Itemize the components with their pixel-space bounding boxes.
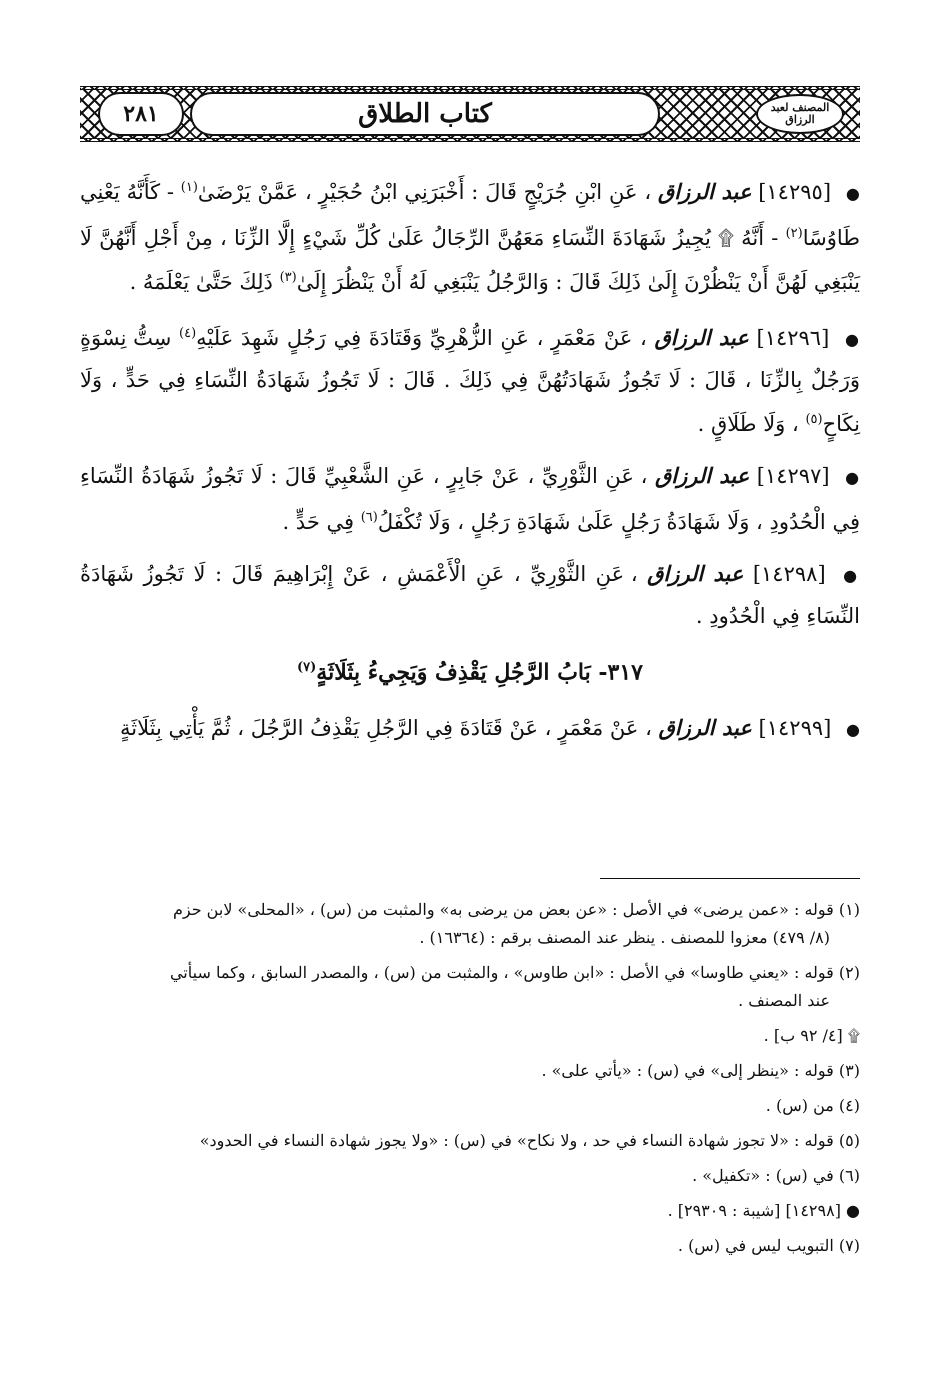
- main-text: [80, 168, 860, 762]
- bullet-icon: ●: [845, 184, 860, 203]
- footnote: [80, 896, 860, 952]
- hadith-text: ، عَنْ مَعْمَرٍ ، عَنْ قَتَادَةَ فِي الرَّجُلِ يَقْذِفُ الرَّجُلَ ، ثُمَّ يَأْتِي بِثَلَاثَةٍ: [120, 716, 652, 741]
- hadith-number: [١٤٢٩٥]: [758, 180, 832, 204]
- chapter-heading: [80, 648, 860, 692]
- bullet-icon: ●: [846, 720, 860, 740]
- hadith-paragraph: [80, 168, 860, 302]
- footnotes: [80, 896, 860, 1267]
- hadith-source: عبد الرزاق: [654, 325, 749, 350]
- footnote: [80, 1057, 860, 1085]
- footnote: [80, 1127, 860, 1155]
- hadith-text: ذَلِكَ حَتَّىٰ يَعْلَمَهُ .: [129, 270, 273, 294]
- footnote-divider: [600, 878, 860, 879]
- footnote-text: ● [١٤٢٩٨] [شيبة : ٢٩٣٠٩] .: [667, 1201, 860, 1220]
- footnote-text: (٨/ ٤٧٩) معزوا للمصنف . ينظر عند المصنف برقم : (١٦٣٦٤) .: [419, 928, 830, 947]
- footnote-ref: (٣): [279, 270, 297, 285]
- hadith-text: - كَأَنَّهُ يَعْنِي طَاوُسًا: [80, 180, 860, 250]
- hadith-paragraph: [80, 554, 860, 636]
- footnote: [80, 1162, 860, 1190]
- footnote-text: ۩ [٤/ ٩٢ ب] .: [763, 1026, 860, 1045]
- footnote-ref: (٥): [805, 412, 823, 427]
- footnote-text: (١) قوله : «عمن يرضى» في الأصل : «عن بعض من يرضى به» والمثبت من (س) ، «المحلى» لابن حزم: [172, 900, 860, 919]
- footnote: [80, 1232, 860, 1260]
- hadith-text: سِتُّ نِسْوَةٍ وَرَجُلٌ بِالزِّنَا ، قَالَ : لَا تَجُوزُ شَهَادَتُهُنَّ فِي ذَلِكَ . قَالَ : لَا تَجُوزُ شَهَادَةُ النِّسَاءِ فِي حَدٍّ ، وَلَا نِكَاحٍ: [80, 326, 860, 436]
- page-number: ٢٨١: [98, 92, 184, 136]
- hadith-number: [١٤٢٩٨]: [752, 562, 826, 586]
- footnote: [80, 1022, 860, 1050]
- hadith-source: عبد الرزاق: [658, 715, 752, 741]
- footnote-ref: (٧): [297, 660, 317, 675]
- hadith-number: [١٤٢٩٩]: [758, 716, 832, 741]
- footnote-text: (٥) قوله : «لا تجوز شهادة النساء في حد ، ولا نكاح» في (س) : «ولا يجوز شهادة النساء في الحدود»: [199, 1131, 860, 1150]
- book-logo: المصنف لعبد الرزاق: [756, 94, 844, 134]
- footnote-ref: (١): [180, 180, 198, 195]
- page-header: [80, 86, 860, 142]
- hadith-paragraph: [80, 314, 860, 444]
- hadith-text: ، عَنِ ابْنِ جُرَيْجٍ قَالَ : أَخْبَرَنِي ابْنُ حُجَيْرٍ ، عَمَّنْ يَرْضَىٰ: [197, 180, 652, 204]
- hadith-number: [١٤٢٩٧]: [756, 464, 830, 488]
- hadith-text: ، وَلَا طَلَاقٍ .: [697, 412, 799, 436]
- hadith-text: فِي حَدٍّ .: [282, 510, 355, 534]
- footnote: [80, 1197, 860, 1225]
- hadith-text: ، عَنْ مَعْمَرٍ ، عَنِ الزُّهْرِيِّ وَقَتَادَةَ فِي رَجُلٍ شَهِدَ عَلَيْهِ: [196, 326, 647, 350]
- footnote-text: عند المصنف .: [738, 991, 830, 1010]
- chapter-title: ٣١٧- بَابُ الرَّجُلِ يَقْذِفُ وَيَجِيءُ بِثَلَاثَةٍ: [316, 659, 643, 686]
- footnote: [80, 959, 860, 1015]
- bullet-icon: ●: [845, 468, 860, 487]
- bullet-icon: ●: [844, 330, 860, 349]
- footnote-text: (٦) في (س) : «تكفيل» .: [692, 1166, 860, 1185]
- hadith-source: عبد الرزاق: [657, 179, 752, 204]
- footnote-ref: (٤): [179, 326, 197, 341]
- hadith-text: - أَنَّهُ ۩ يُجِيزُ شَهَادَةَ النِّسَاءِ مَعَهُنَّ الرِّجَالُ عَلَىٰ كُلِّ شَيْءٍ إِلَّا الزِّنَا ، مِنْ أَجْلِ أَنَّهُنَّ لَا يَنْبَغِي لَهُنَّ أَنْ يَنْظُرْنَ إِلَىٰ ذَلِكَ قَالَ : وَالرَّجُلُ يَنْبَغِي لَهُ أَنْ يَنْظُرَ إِلَىٰ: [80, 226, 860, 294]
- hadith-source: عبد الرزاق: [654, 463, 750, 488]
- hadith-source: عبد الرزاق: [647, 561, 744, 586]
- footnote-text: (٧) التبويب ليس في (س) .: [677, 1236, 860, 1255]
- footnote: [80, 1092, 860, 1120]
- footnote-text: (٤) من (س) .: [765, 1096, 860, 1115]
- hadith-paragraph: [80, 456, 860, 542]
- footnote-text: (٢) قوله : «يعني طاوسا» في الأصل : «ابن طاوس» ، والمثبت من (س) ، والمصدر السابق ، وكما سيأتي: [169, 963, 860, 982]
- hadith-number: [١٤٢٩٦]: [756, 326, 830, 350]
- bullet-icon: ●: [843, 566, 860, 585]
- hadith-text: ، عَنِ الثَّوْرِيِّ ، عَنِ الْأَعْمَشِ ، عَنْ إِبْرَاهِيمَ قَالَ : لَا تَجُوزُ شَهَادَةُ النِّسَاءِ فِي الْحُدُودِ .: [80, 562, 860, 628]
- footnote-ref: (٦): [360, 510, 378, 525]
- footnote-ref: (٢): [785, 226, 803, 241]
- hadith-text: ، عَنِ الثَّوْرِيِّ ، عَنْ جَابِرٍ ، عَنِ الشَّعْبِيِّ قَالَ : لَا تَجُوزُ شَهَادَةُ النِّسَاءِ فِي الْحُدُودِ ، وَلَا شَهَادَةُ رَجُلٍ عَلَىٰ شَهَادَةِ رَجُلٍ ، وَلَا تُكْفَلُ: [80, 464, 860, 534]
- footnote-text: (٣) قوله : «ينظر إلى» في (س) : «يأتي على» .: [541, 1061, 860, 1080]
- book-title: كتاب الطلاق: [190, 92, 660, 136]
- hadith-paragraph: [80, 708, 860, 750]
